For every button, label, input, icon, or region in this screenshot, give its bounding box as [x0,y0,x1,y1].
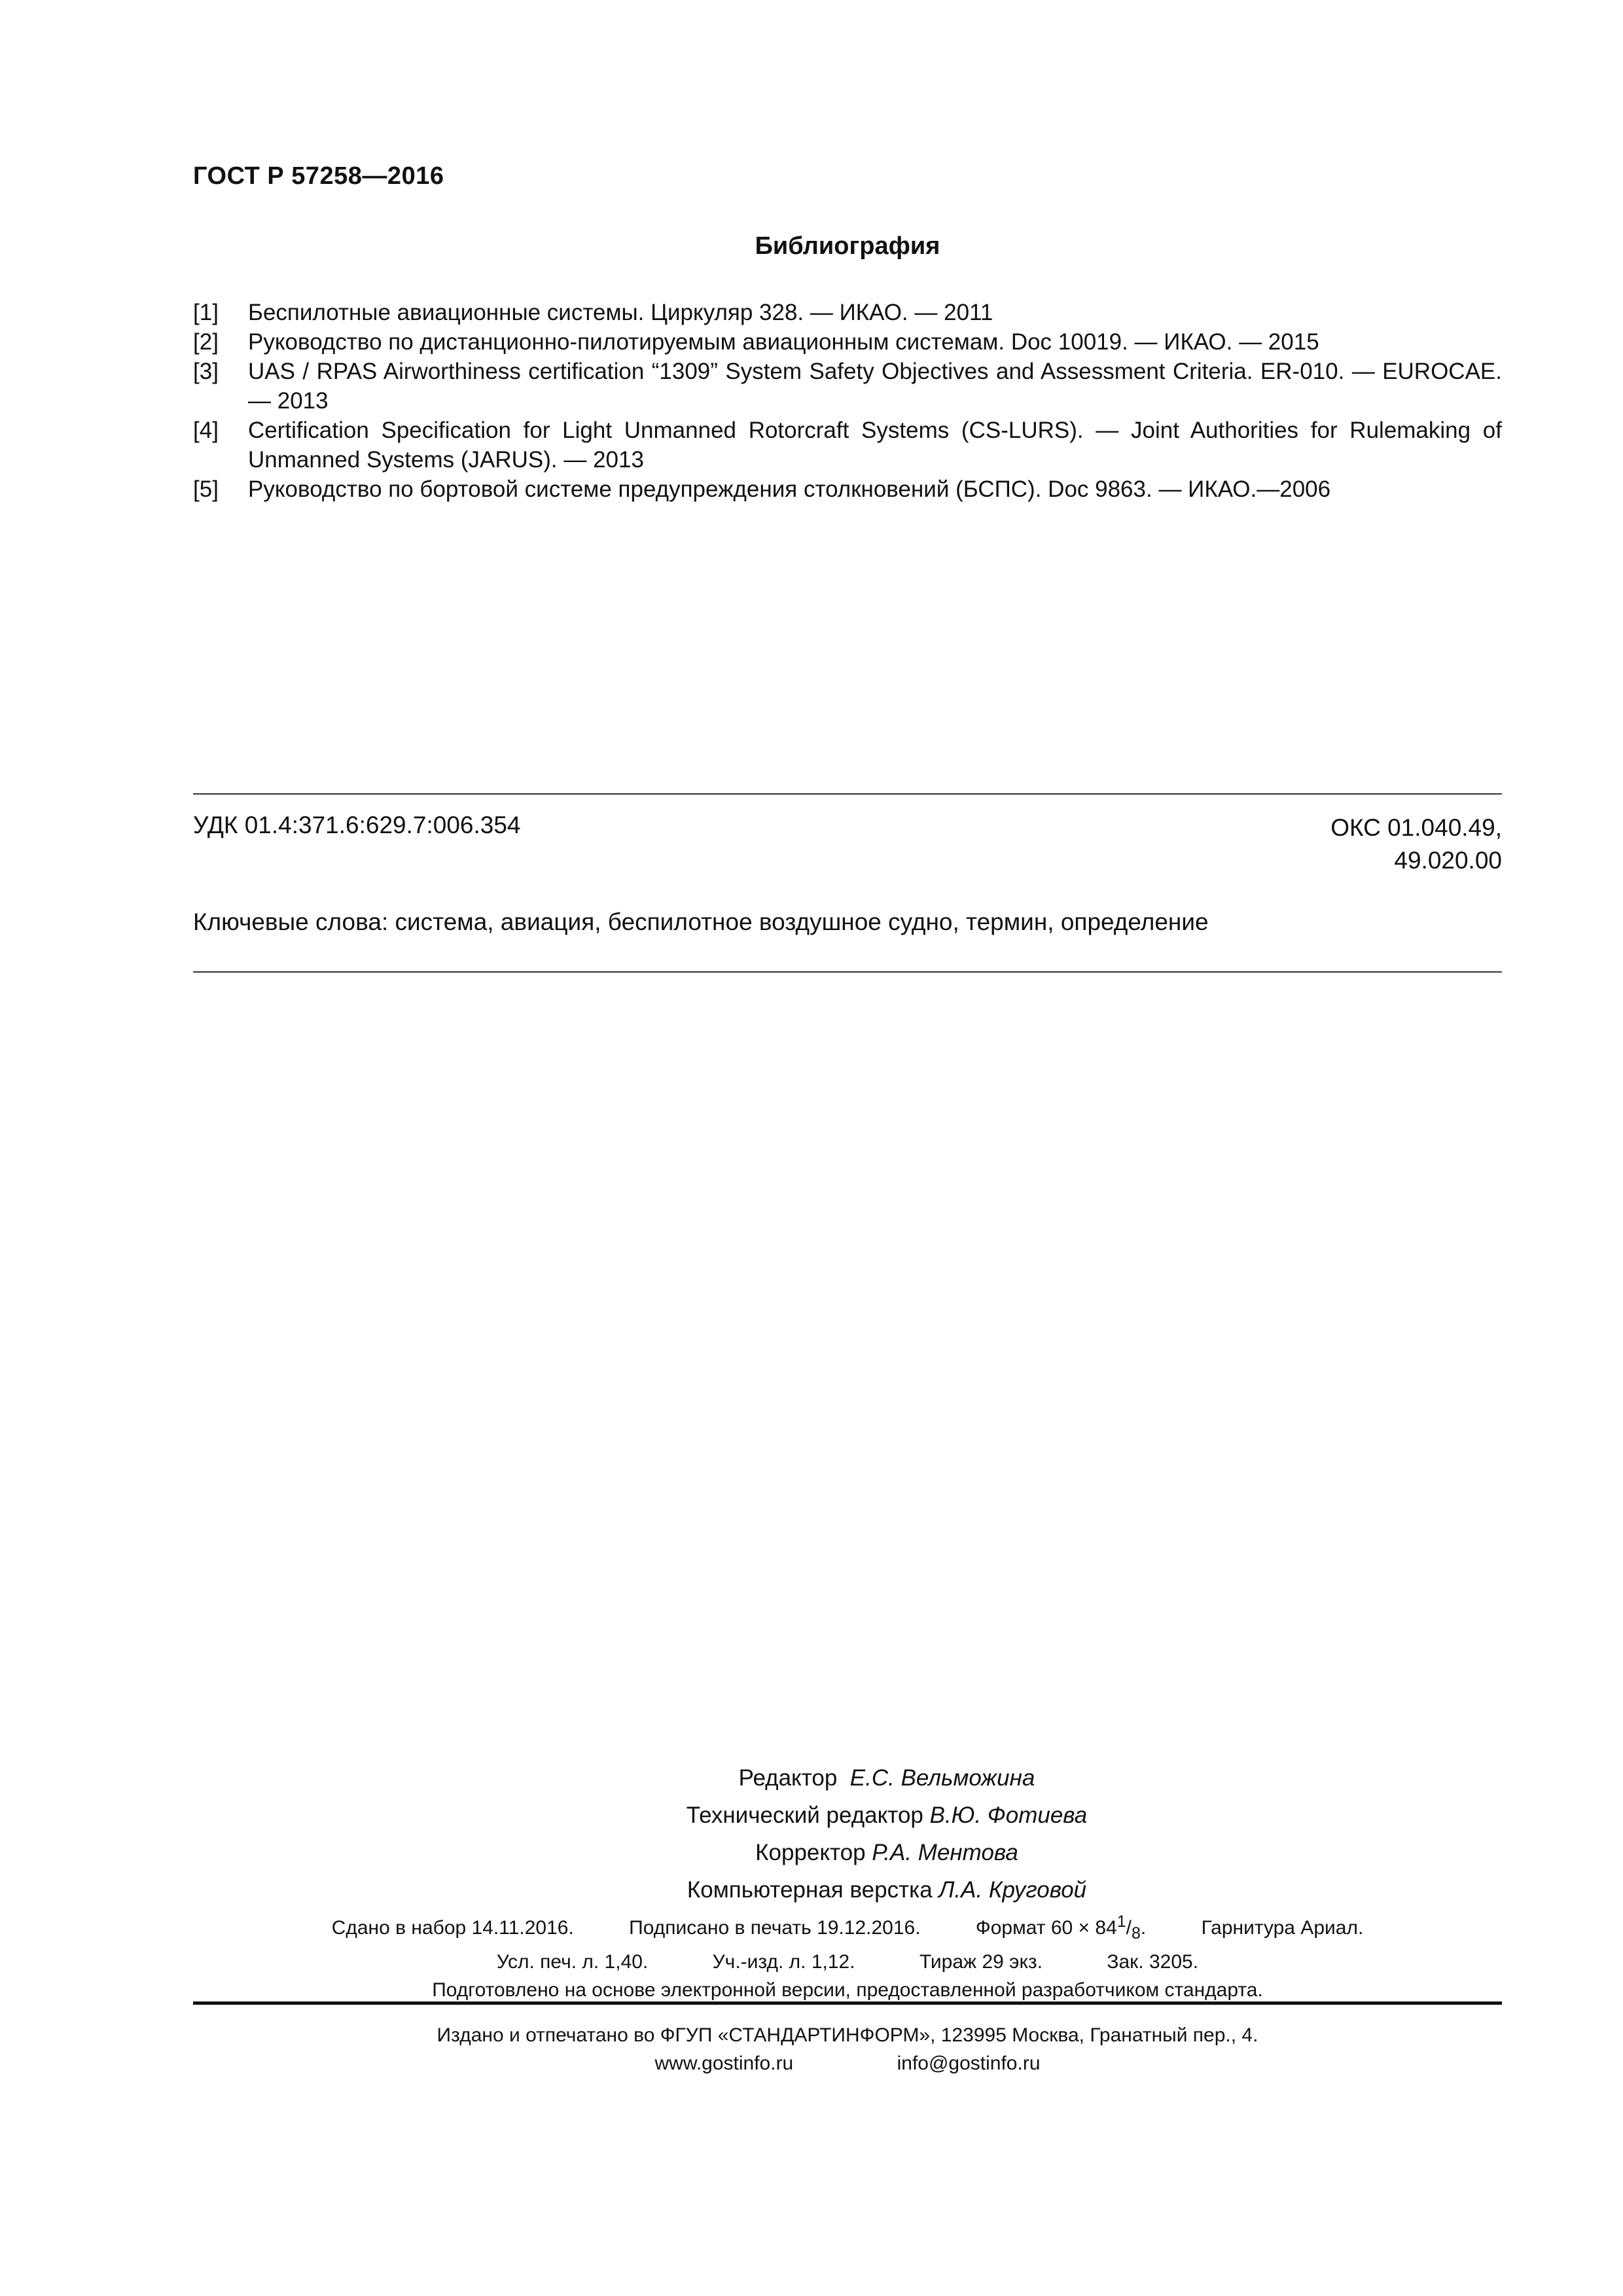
staff-role: Корректор [755,1840,866,1865]
staff-row [193,1871,1502,1909]
publisher-block [193,2021,1502,2077]
staff-role: Редактор [738,1765,838,1791]
keywords: Ключевые слова: система, авиация, беспилотное воздушное судно, термин, определение [193,908,1209,935]
entry-text: Certification Specification for Light Unmanned Rotorcraft Systems (CS-LURS). — Joint Authorities for Rulemaking of Unmanned Systems (JARUS). — 2013 [248,418,1502,473]
staff-name: Р.А. Ментова [872,1840,1018,1865]
staff-row [193,1797,1502,1834]
format-numerator: 1 [1116,1912,1126,1931]
entry-number: [1] [193,300,219,325]
entry-text: UAS / RPAS Airworthiness certification “1309” System Safety Objectives and Assessment Criteria. ER-010. — EUROCAE. — 2013 [248,359,1502,414]
prepared-note: Подготовлено на основе электронной версии, предоставленной разработчиком стандарта. [432,1979,1263,2001]
submitted-date: Сдано в набор 14.11.2016. [331,1917,574,1939]
signed-date: Подписано в печать 19.12.2016. [629,1917,921,1939]
paper-format: Формат $60 \times 84^1/_8$. [975,1912,1147,1943]
udk-code: УДК 01.4:371.6:629.7:006.354 [193,812,521,838]
staff-name: Е.С. Вельможина [849,1765,1035,1791]
oks-code [1330,812,1502,877]
bibliography-list [193,298,1502,504]
staff-name: В.Ю. Фотиева [929,1803,1088,1828]
staff-role: Компьютерная верстка [687,1877,933,1903]
imprint-divider [193,2001,1502,2005]
print-run: Тираж 29 экз. [919,1951,1043,1973]
print-sheets: Усл. печ. л. 1,40. [496,1951,649,1973]
entry-text: Руководство по дистанционно-пилотируемым авиационным системам. Doc 10019. — ИКАО. — 2015 [248,329,1319,355]
publisher-address: Издано и отпечатано во ФГУП «СТАНДАРТИНФОРМ», 123995 Москва, Гранатный пер., 4. [437,2024,1258,2046]
entry-number: [4] [193,418,219,443]
imprint-block [193,1908,1502,2004]
bibliography-entry [193,357,1502,416]
publisher-contacts [193,2049,1502,2077]
entry-number: [5] [193,476,219,502]
oks-line-1: ОКС 01.040.49, [1330,814,1502,841]
publication-sheets: Уч.-изд. л. 1,12. [712,1951,855,1973]
document-code: ГОСТ Р 57258—2016 [193,162,444,190]
bibliography-title: Библиография [755,232,940,260]
website-link[interactable]: www.gostinfo.ru [654,2053,794,2074]
imprint-line-1 [193,1908,1502,1948]
entry-number: [3] [193,359,219,384]
staff-row [193,1834,1502,1871]
staff-role: Технический редактор [686,1803,923,1828]
email-link[interactable]: info@gostinfo.ru [897,2053,1041,2074]
imprint-line-2 [193,1948,1502,1976]
entry-number: [2] [193,329,219,355]
divider-top [193,793,1502,795]
bibliography-entry [193,416,1502,475]
format-denominator: 8 [1132,1924,1141,1943]
bibliography-entry [193,475,1502,504]
staff-name: Л.А. Круговой [938,1877,1087,1903]
divider-bottom [193,971,1502,973]
format-prefix: Формат 60 × 84 [975,1917,1117,1939]
entry-text: Руководство по бортовой системе предупреждения столкновений (БСПС). Doc 9863. — ИКАО.—2006 [248,476,1331,502]
staff-row [193,1759,1502,1797]
bibliography-entry [193,327,1502,357]
entry-text: Беспилотные авиационные системы. Циркуляр 328. — ИКАО. — 2011 [248,300,993,325]
bibliography-entry [193,298,1502,327]
order-number: Зак. 3205. [1107,1951,1199,1973]
editorial-staff [193,1759,1502,1909]
oks-line-2: 49.020.00 [1394,847,1502,874]
typeface: Гарнитура Ариал. [1201,1917,1364,1939]
format-suffix: . [1140,1917,1147,1939]
